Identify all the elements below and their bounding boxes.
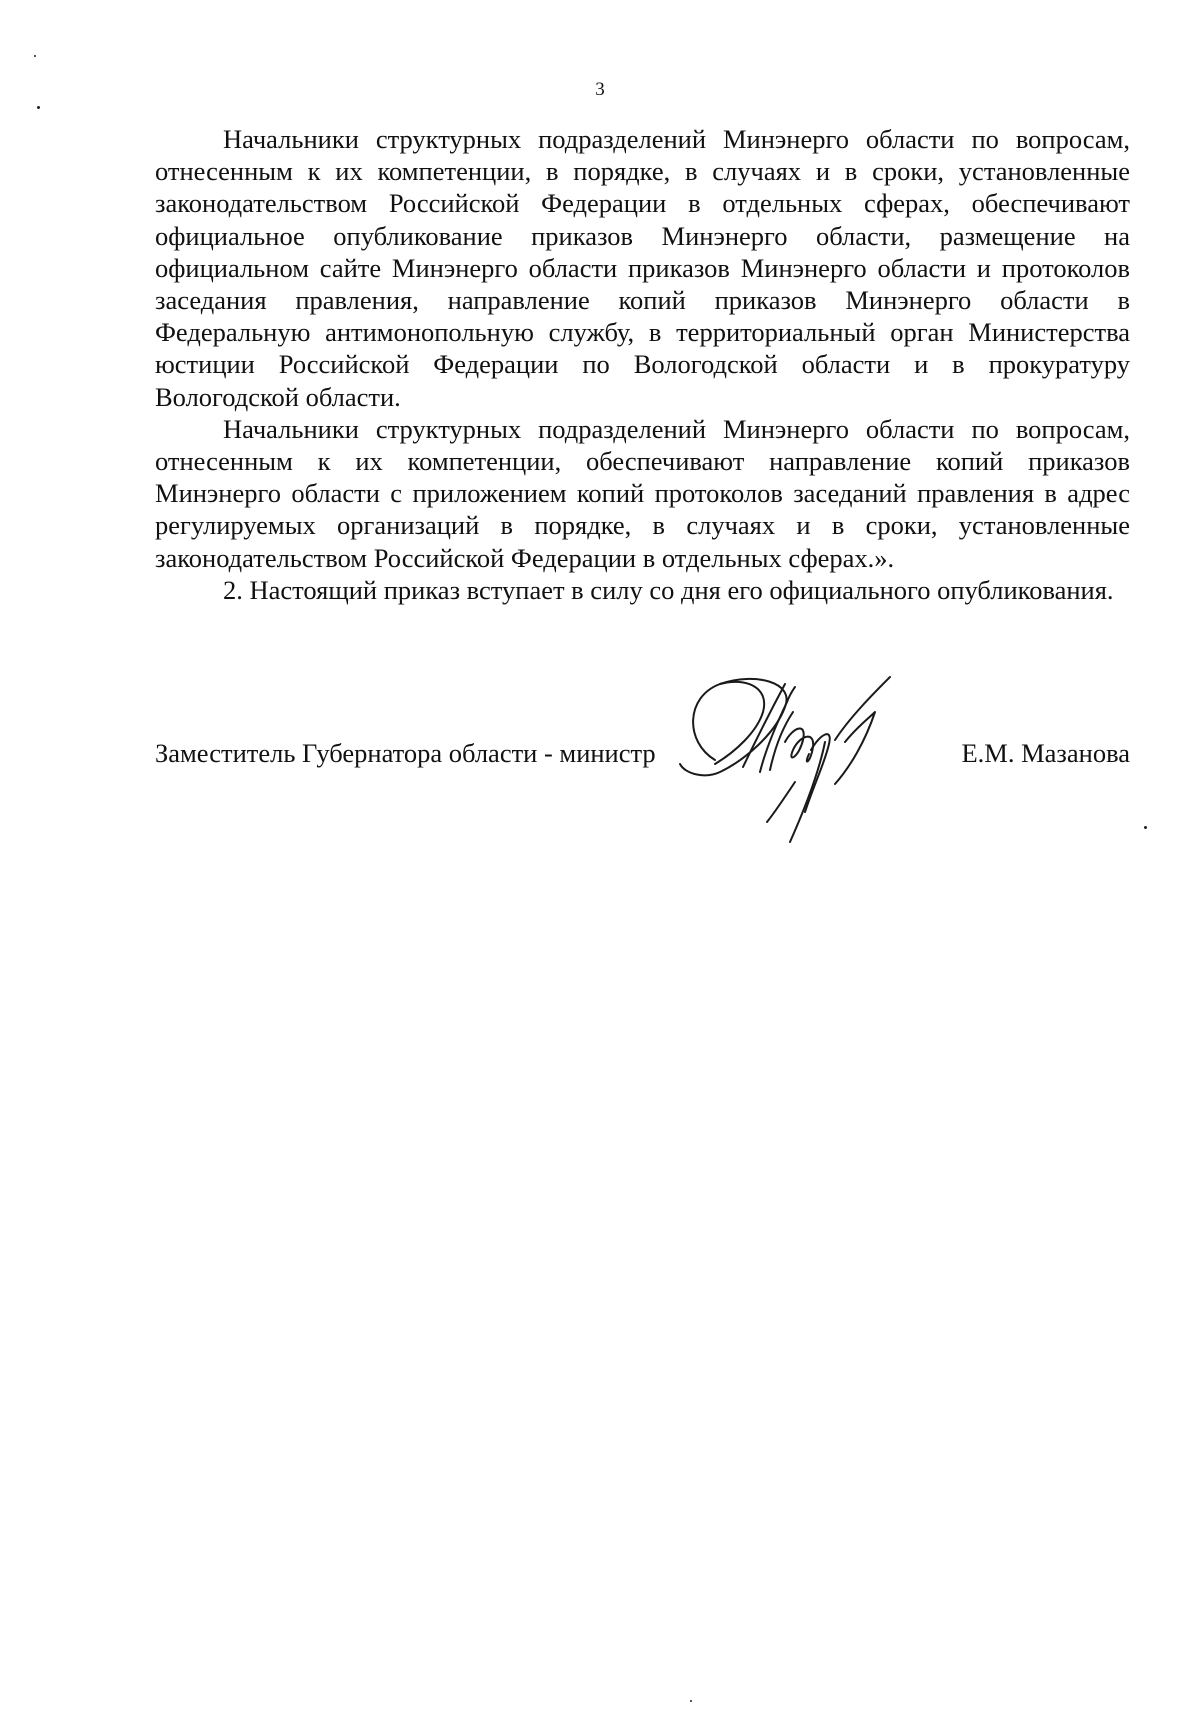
scan-speck [37,106,40,109]
scan-speck [690,1700,692,1702]
scan-speck [1144,826,1147,829]
signer-name: Е.М. Мазанова [961,738,1130,768]
paragraph: Начальники структурных подразделений Минэнерго области по вопросам, отнесенным к их компетенции, обеспечивают направление копий приказов Минэнерго области с приложением копий протоколов заседаний правления в адрес регулируемых организаций в порядке, в случаях и в сроки, установленные законодательством Российской Федерации в отдельных сферах.». [155,413,1130,573]
paragraph: 2. Настоящий приказ вступает в силу со дня его официального опубликования. [223,574,1114,605]
paragraph: Начальники структурных подразделений Минэнерго области по вопросам, отнесенным к их компетенции, в порядке, в случаях и в сроки, установленные законодательством Российской Федерации в отдельных сферах, обеспечивают официальное опубликование приказов Минэнерго области, размещение на официальном сайте Минэнерго области приказов Минэнерго области и протоколов заседания правления, направление копий приказов Минэнерго области в Федеральную антимонопольную службу, в территориальный орган Министерства юстиции Российской Федерации по Вологодской области и в прокуратуру Вологодской области. [155,124,1130,412]
page-number: 3 [595,79,605,100]
document-body [155,123,1130,606]
signer-title: Заместитель Губернатора области - министр [155,738,656,768]
handwritten-signature [675,672,925,852]
scan-speck [34,55,36,57]
